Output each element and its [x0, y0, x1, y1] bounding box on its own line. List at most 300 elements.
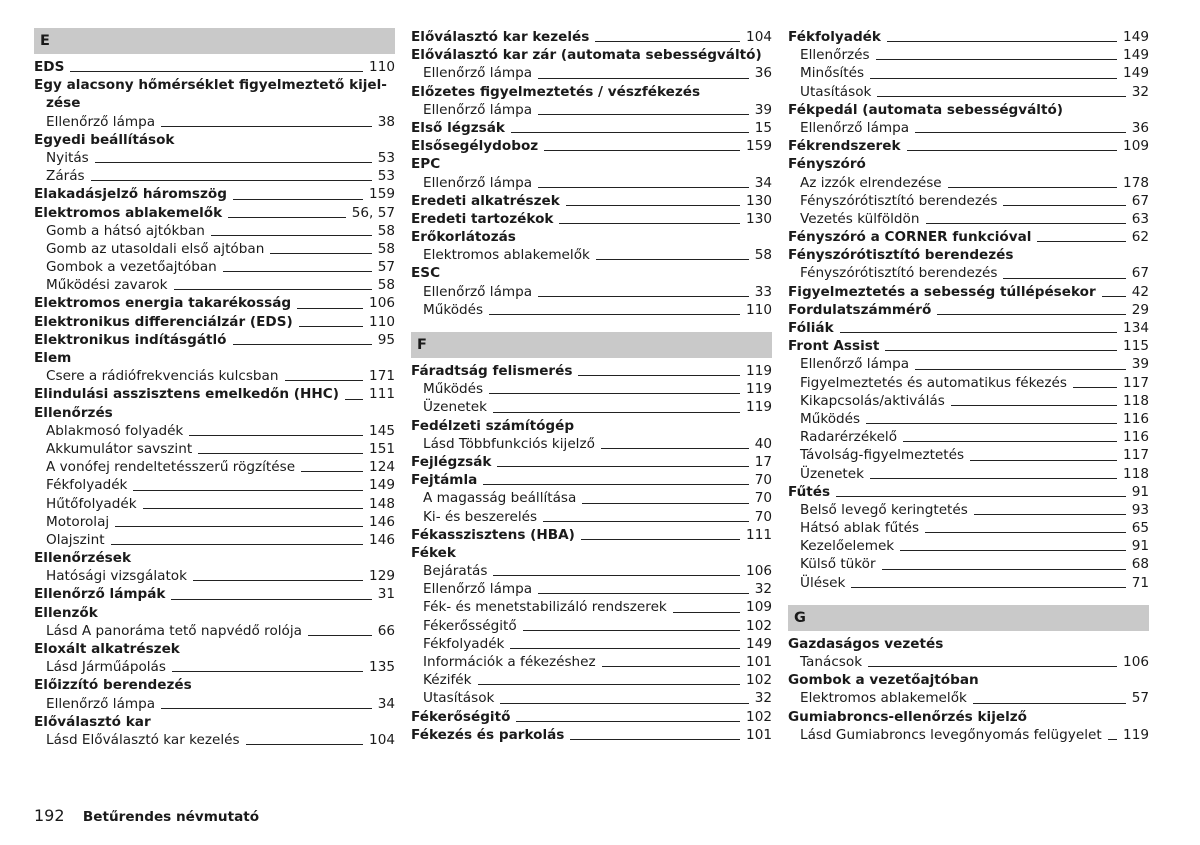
leader-line: [510, 648, 740, 649]
index-subentry: [788, 465, 1149, 483]
entry-label: Lásd Előválasztó kar kezelés: [46, 731, 240, 748]
entry-label: Egy alacsony hőmérséklet figyelmeztető kijel-: [34, 77, 387, 94]
index-entry: [411, 119, 772, 137]
page-reference: 32: [754, 581, 772, 598]
index-entry: [411, 192, 772, 210]
entry-label: Fényszóró a CORNER funkcióval: [788, 229, 1032, 246]
leader-line: [115, 526, 363, 527]
entry-label: Ellenőrző lámpa: [423, 283, 533, 300]
page-reference: 146: [369, 531, 395, 548]
entry-label: Eloxált alkatrészek: [34, 641, 180, 657]
entry-label: Erőkorlátozás: [411, 229, 516, 246]
entry-label: Tanácsok: [800, 654, 863, 670]
leader-line: [233, 199, 363, 200]
index-subentry: [788, 355, 1149, 373]
page-reference: 134: [1123, 320, 1149, 336]
page-reference: 102: [746, 617, 772, 634]
section-header: G: [788, 605, 1149, 631]
page-reference: 119: [1123, 726, 1149, 743]
page-reference: 118: [1123, 392, 1149, 409]
entry-label: EDS: [34, 59, 65, 75]
entry-label: Külső tükör: [800, 556, 876, 573]
page-reference: 68: [1131, 556, 1149, 573]
index-entry: [788, 101, 1149, 119]
entry-label: Ellenőrzés: [34, 404, 113, 421]
leader-line: [299, 326, 363, 327]
entry-label: Gomb az utasoldali első ajtóban: [46, 240, 265, 257]
entry-label: Fékezés és parkolás: [411, 726, 565, 743]
index-entry: [34, 713, 395, 731]
entry-label: ESC: [411, 265, 441, 282]
page-reference: 119: [746, 381, 772, 398]
leader-line: [544, 150, 740, 151]
page-reference: 129: [369, 568, 395, 585]
leader-line: [483, 484, 749, 485]
index-subentry: [34, 258, 395, 276]
index-column-3: [788, 28, 1149, 744]
leader-line: [1073, 387, 1117, 388]
page-reference: 119: [746, 399, 772, 416]
leader-line: [903, 441, 1117, 442]
index-entry: [788, 137, 1149, 155]
index-entry: [34, 185, 395, 203]
page-reference: 67: [1131, 192, 1149, 209]
page-reference: 91: [1131, 483, 1149, 500]
entry-label: Üzenetek: [800, 465, 864, 482]
index-subentry: [411, 246, 772, 264]
index-entry: [411, 228, 772, 246]
leader-line: [559, 223, 740, 224]
section-header: E: [34, 28, 395, 54]
leader-line: [538, 187, 749, 188]
entry-label: Elektromos ablakemelők: [423, 247, 590, 264]
index-subentry: [411, 435, 772, 453]
entry-label: Fékfolyadék: [46, 477, 128, 494]
index-subentry: [34, 222, 395, 240]
leader-line: [228, 217, 346, 218]
leader-line: [193, 580, 363, 581]
page-reference: 17: [754, 453, 772, 470]
entry-label: Előválasztó kar zár (automata sebességváltó): [411, 47, 762, 64]
leader-line: [876, 59, 1117, 60]
index-entry: [411, 362, 772, 380]
page-reference: 178: [1123, 174, 1149, 191]
page-reference: 70: [754, 472, 772, 489]
page-reference: 130: [746, 192, 772, 209]
entry-label: Olajszint: [46, 531, 105, 548]
index-subentry: [34, 567, 395, 585]
page-reference: 62: [1131, 229, 1149, 246]
leader-line: [308, 635, 372, 636]
page-reference: 66: [377, 622, 395, 639]
entry-label: Fékasszisztens (HBA): [411, 526, 575, 543]
leader-line: [143, 508, 363, 509]
entry-label: Elindulási asszisztens emelkedőn (HHC): [34, 386, 339, 403]
entry-label: Front Assist: [788, 338, 880, 355]
leader-line: [566, 205, 740, 206]
page-reference: 29: [1131, 301, 1149, 318]
entry-label: Gomb a hátsó ajtókban: [46, 222, 205, 239]
entry-label: Elsősegélydoboz: [411, 138, 539, 155]
entry-label: Egyedi beállítások: [34, 131, 175, 148]
index-entry: [788, 246, 1149, 264]
page-reference: 31: [377, 586, 395, 603]
leader-line: [211, 235, 372, 236]
page-reference: 56, 57: [351, 204, 395, 221]
entry-label: Ellenőrző lámpa: [46, 113, 156, 130]
leader-line: [595, 41, 740, 42]
entry-label: Gazdaságos vezetés: [788, 635, 944, 652]
entry-label: Lásd Gumiabroncs levegőnyomás felügyelet: [800, 726, 1102, 743]
entry-label: Utasítások: [423, 690, 495, 707]
entry-label: Fejlégzsák: [411, 453, 492, 470]
entry-label: Ellenőrzés: [800, 47, 870, 64]
entry-label: Fedélzeti számítógép: [411, 417, 575, 434]
index-entry: [411, 526, 772, 544]
leader-line: [161, 126, 372, 127]
entry-label: Elektronikus indításgátló: [34, 331, 227, 348]
page-reference: 36: [1131, 119, 1149, 136]
page-reference: 149: [1123, 47, 1149, 64]
leader-line: [523, 630, 740, 631]
page-reference: 102: [746, 708, 772, 725]
leader-line: [297, 308, 363, 309]
page-reference: 149: [369, 477, 395, 494]
leader-line: [925, 532, 1126, 533]
entry-label: Fényszórótisztító berendezés: [800, 265, 998, 282]
entry-label: Elektromos ablakemelők: [800, 690, 967, 707]
page-reference: 53: [377, 168, 395, 185]
leader-line: [285, 380, 363, 381]
leader-line: [948, 187, 1117, 188]
index-entry: [34, 640, 395, 658]
page-reference: 34: [754, 174, 772, 191]
entry-label: EPC: [411, 156, 441, 173]
page-reference: 58: [377, 240, 395, 257]
entry-label: Előzetes figyelmeztetés / vészfékezés: [411, 83, 701, 100]
page-reference: 149: [1123, 65, 1149, 82]
entry-label: Zárás: [46, 168, 85, 185]
page-reference: 70: [754, 508, 772, 525]
index-subentry: [788, 410, 1149, 428]
entry-label: Lásd Járműápolás: [46, 659, 166, 676]
leader-line: [538, 593, 749, 594]
page-reference: 57: [377, 259, 395, 276]
section-header: F: [411, 332, 772, 358]
page-reference: 110: [369, 59, 395, 75]
index-entry: [34, 676, 395, 694]
index-subentry: [411, 671, 772, 689]
index-subentry: [788, 446, 1149, 464]
entry-label: Fékek: [411, 544, 456, 561]
entry-label: Ellenőrzések: [34, 550, 132, 567]
entry-label: Ellenőrző lámpa: [423, 581, 533, 598]
index-entry: [34, 76, 395, 94]
index-subentry: [411, 380, 772, 398]
page-reference: 110: [746, 301, 772, 318]
page-reference: 57: [1131, 690, 1149, 707]
leader-line: [582, 503, 749, 504]
leader-line: [887, 41, 1117, 42]
leader-line: [233, 344, 372, 345]
entry-label: Az izzók elrendezése: [800, 174, 942, 191]
leader-line: [511, 132, 749, 133]
entry-label: Működés: [423, 301, 484, 318]
page-reference: 32: [1131, 83, 1149, 100]
leader-line: [538, 114, 749, 115]
entry-label: Elakadásjelző háromszög: [34, 186, 227, 203]
index-subentry: [34, 167, 395, 185]
index-entry: [788, 635, 1149, 653]
page-reference: 34: [377, 695, 395, 712]
page-reference: 109: [1123, 138, 1149, 155]
index-column-1: [34, 28, 395, 749]
leader-line: [900, 550, 1126, 551]
index-subentry: [34, 113, 395, 131]
entry-label: Ellenőrző lámpa: [800, 119, 910, 136]
index-entry: [34, 604, 395, 622]
leader-line: [270, 253, 372, 254]
page-reference: 39: [1131, 356, 1149, 373]
index-entry: [411, 210, 772, 228]
entry-label: Bejáratás: [423, 563, 488, 580]
entry-label: Fékrendszerek: [788, 138, 901, 155]
leader-line: [493, 575, 740, 576]
entry-label: Akkumulátor savszint: [46, 440, 193, 457]
page-reference: 104: [746, 29, 772, 45]
page-reference: 104: [369, 731, 395, 748]
leader-line: [70, 71, 363, 72]
index-entry: [788, 283, 1149, 301]
entry-label: Fékfolyadék: [788, 29, 881, 45]
page-reference: 67: [1131, 265, 1149, 282]
entry-label: Figyelmeztetés a sebesség túllépésekor: [788, 283, 1096, 300]
index-subentry: [34, 622, 395, 640]
leader-line: [870, 78, 1117, 79]
index-entry: [788, 337, 1149, 355]
index-entry: [788, 228, 1149, 246]
index-entry: [788, 155, 1149, 173]
leader-line: [1037, 241, 1126, 242]
index-subentry: [788, 374, 1149, 392]
index-subentry: [411, 101, 772, 119]
index-entry: [788, 301, 1149, 319]
index-entry: [34, 58, 395, 76]
leader-line: [973, 703, 1126, 704]
page-reference: 111: [369, 386, 395, 403]
page-reference: 106: [1123, 654, 1149, 670]
index-subentry: [788, 501, 1149, 519]
leader-line: [866, 423, 1117, 424]
entry-label: Előválasztó kar kezelés: [411, 29, 590, 45]
leader-line: [1102, 296, 1126, 297]
entry-label: Előválasztó kar: [34, 713, 151, 730]
entry-label: Elem: [34, 350, 72, 366]
page-reference: 135: [369, 659, 395, 676]
leader-line: [543, 521, 749, 522]
index-subentry: [411, 580, 772, 598]
leader-line: [478, 684, 740, 685]
leader-line: [538, 296, 749, 297]
index-subentry: [788, 210, 1149, 228]
leader-line: [489, 393, 740, 394]
index-entry: [788, 708, 1149, 726]
index-column-2: [411, 28, 772, 744]
entry-label: Fáradtság felismerés: [411, 363, 573, 379]
entry-label: Elektromos ablakemelők: [34, 204, 223, 221]
page-reference: 101: [746, 726, 772, 743]
page-reference: 151: [369, 440, 395, 457]
index-entry: [34, 131, 395, 149]
page-reference: 65: [1131, 520, 1149, 537]
entry-label: A vonófej rendeltetésszerű rögzítése: [46, 459, 296, 476]
leader-line: [926, 223, 1126, 224]
leader-line: [885, 350, 1117, 351]
entry-label: Elektronikus differenciálzár (EDS): [34, 313, 293, 330]
leader-line: [970, 460, 1117, 461]
index-subentry: [411, 562, 772, 580]
page-reference: 95: [377, 331, 395, 348]
page-reference: 159: [746, 138, 772, 155]
index-subentry: [788, 64, 1149, 82]
index-entry: [411, 28, 772, 46]
index-entry: [34, 94, 395, 112]
index-subentry: [34, 513, 395, 531]
index-subentry: [34, 149, 395, 167]
entry-label: Kézifék: [423, 672, 472, 689]
leader-line: [538, 78, 749, 79]
index-entry: [788, 28, 1149, 46]
page-reference: 93: [1131, 501, 1149, 518]
index-subentry: [788, 726, 1149, 744]
page-reference: 33: [754, 283, 772, 300]
page-number: 192: [34, 806, 65, 825]
index-subentry: [788, 392, 1149, 410]
index-subentry: [788, 537, 1149, 555]
entry-label: Ablakmosó folyadék: [46, 422, 184, 439]
leader-line: [870, 478, 1117, 479]
leader-line: [578, 375, 740, 376]
index-entry: [788, 483, 1149, 501]
entry-label: Fékfolyadék: [423, 635, 505, 652]
leader-line: [95, 162, 372, 163]
entry-label: Utasítások: [800, 83, 872, 100]
index-subentry: [788, 264, 1149, 282]
entry-label: Ellenőrző lámpa: [423, 174, 533, 191]
leader-line: [189, 435, 363, 436]
page-reference: 53: [377, 149, 395, 166]
index-subentry: [411, 489, 772, 507]
index-entry: [34, 349, 395, 367]
page-reference: 106: [369, 295, 395, 312]
entry-label: Ellenőrző lámpa: [800, 356, 910, 373]
page-reference: 63: [1131, 210, 1149, 227]
index-entry: [411, 264, 772, 282]
entry-label: Figyelmeztetés és automatikus fékezés: [800, 374, 1067, 391]
page-reference: 32: [754, 690, 772, 707]
entry-label: Fékpedál (automata sebességváltó): [788, 101, 1064, 118]
page-reference: 58: [377, 277, 395, 294]
page-reference: 116: [1123, 410, 1149, 427]
index-subentry: [411, 617, 772, 635]
index-subentry: [34, 495, 395, 513]
leader-line: [301, 471, 363, 472]
leader-line: [915, 369, 1126, 370]
leader-line: [882, 569, 1126, 570]
leader-line: [171, 599, 372, 600]
entry-label: Eredeti alkatrészek: [411, 192, 560, 209]
entry-label: Működési zavarok: [46, 277, 168, 294]
entry-label: Fényszórótisztító berendezés: [788, 247, 1014, 264]
page-reference: 148: [369, 495, 395, 512]
entry-label: Belső levegő keringtetés: [800, 501, 968, 518]
page-reference: 36: [754, 65, 772, 82]
entry-label: Lásd A panoráma tető napvédő rolója: [46, 622, 302, 639]
index-entry: [34, 585, 395, 603]
leader-line: [581, 539, 740, 540]
entry-label: Eredeti tartozékok: [411, 210, 554, 227]
index-subentry: [411, 635, 772, 653]
leader-line: [223, 271, 372, 272]
page-reference: 58: [754, 247, 772, 264]
entry-label: Ellenőrző lámpa: [423, 101, 533, 118]
leader-line: [570, 739, 740, 740]
entry-label: Hűtőfolyadék: [46, 495, 137, 512]
page-reference: 149: [1123, 29, 1149, 45]
index-entry: [34, 204, 395, 222]
page-reference: 110: [369, 313, 395, 330]
leader-line: [493, 412, 740, 413]
entry-label: Gombok a vezetőajtóban: [46, 259, 217, 276]
page-reference: 130: [746, 210, 772, 227]
index-entry: [788, 319, 1149, 337]
index-entry: [34, 404, 395, 422]
leader-line: [1003, 205, 1126, 206]
page-footer: [34, 806, 259, 825]
leader-line: [602, 666, 740, 667]
entry-label: Fényszóró: [788, 156, 866, 173]
entry-label: Fordulatszámmérő: [788, 301, 932, 318]
index-subentry: [788, 689, 1149, 707]
index-subentry: [788, 519, 1149, 537]
leader-line: [937, 314, 1126, 315]
index-subentry: [788, 192, 1149, 210]
leader-line: [596, 259, 749, 260]
entry-label: Fóliák: [788, 320, 834, 336]
index-subentry: [34, 458, 395, 476]
entry-label: Elektromos energia takarékosság: [34, 295, 292, 312]
leader-line: [840, 332, 1117, 333]
entry-label: Vezetés külföldön: [800, 210, 920, 227]
leader-line: [868, 666, 1117, 667]
index-entry: [411, 417, 772, 435]
index-subentry: [34, 731, 395, 749]
index-entry: [34, 313, 395, 331]
leader-line: [836, 496, 1126, 497]
leader-line: [111, 544, 363, 545]
entry-label: A magasság beállítása: [423, 490, 577, 507]
index-subentry: [34, 695, 395, 713]
page-reference: 101: [746, 654, 772, 670]
entry-label: Információk a fékezéshez: [423, 654, 596, 670]
page-reference: 42: [1131, 283, 1149, 300]
entry-label: Első légzsák: [411, 119, 505, 136]
index-subentry: [411, 398, 772, 416]
entry-label: Távolság-figyelmeztetés: [800, 447, 965, 464]
entry-label: Ellenőrző lámpák: [34, 586, 166, 603]
page-reference: 70: [754, 490, 772, 507]
entry-label: Ellenőrző lámpa: [46, 695, 156, 712]
